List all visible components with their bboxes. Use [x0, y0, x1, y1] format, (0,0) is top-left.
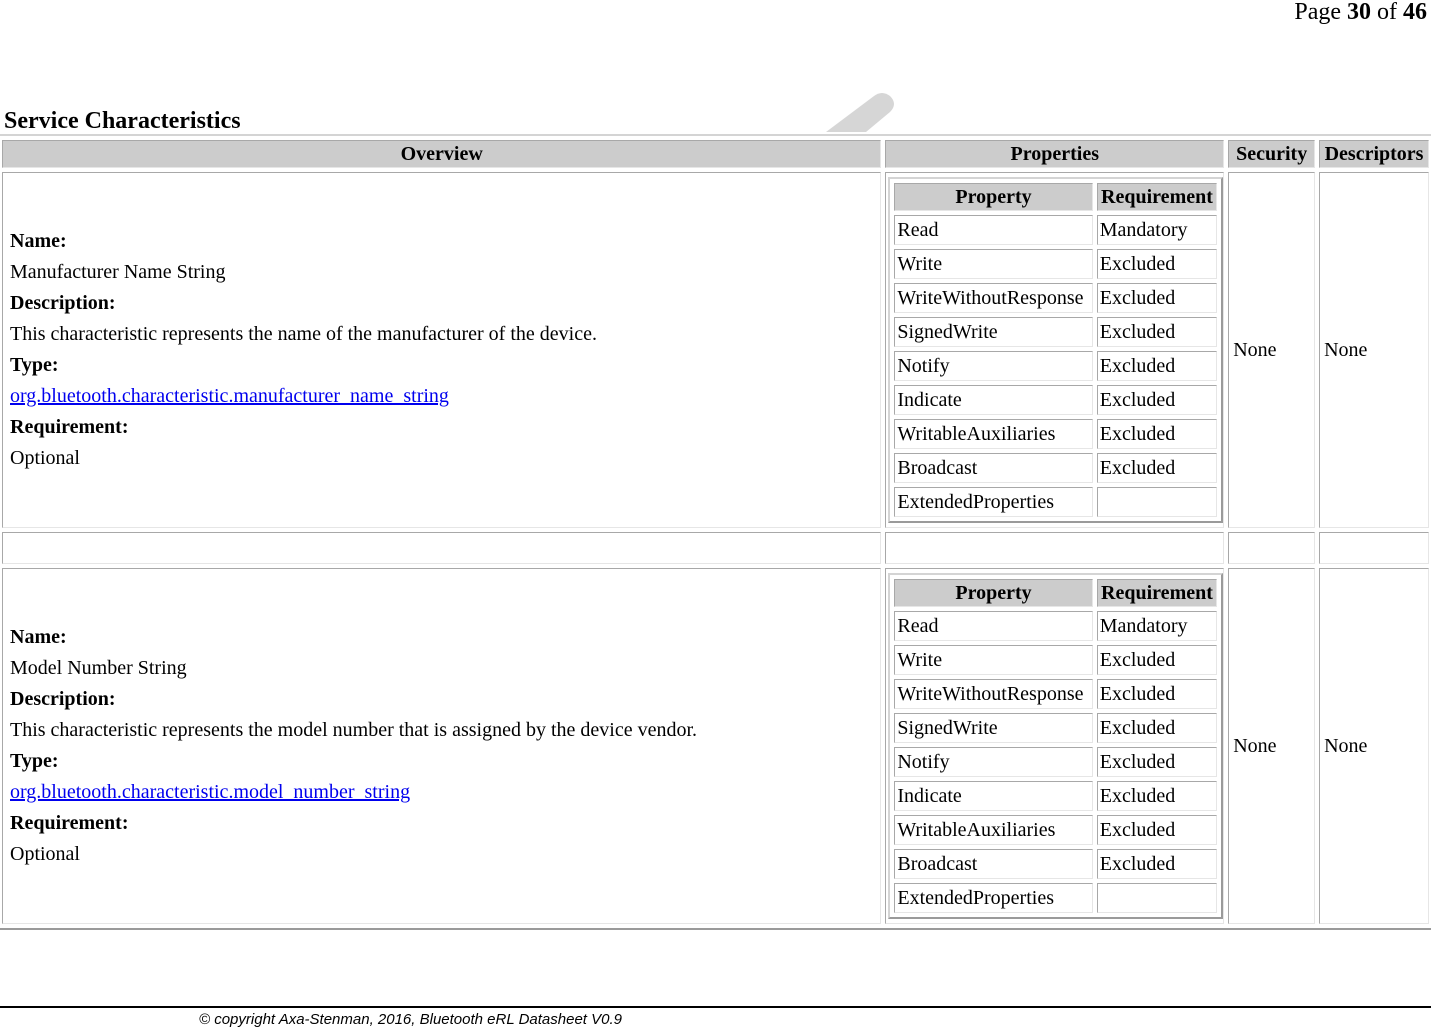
property-requirement: Excluded: [1097, 351, 1217, 381]
property-row: [894, 419, 1217, 449]
property-name: Notify: [894, 351, 1092, 381]
type-label: Type:: [10, 750, 59, 772]
property-name: SignedWrite: [894, 713, 1092, 743]
property-requirement: Excluded: [1097, 317, 1217, 347]
property-requirement: Excluded: [1097, 453, 1217, 483]
property-row: [894, 747, 1217, 777]
properties-table: [888, 177, 1223, 523]
property-requirement: [1097, 487, 1217, 517]
description-value: This characteristic represents the model number that is assigned by the device vendor.: [10, 719, 698, 741]
property-row: [894, 453, 1217, 483]
property-row: [894, 849, 1217, 879]
property-name: Broadcast: [894, 849, 1092, 879]
page-prefix: Page: [1294, 0, 1341, 25]
description-value: This characteristic represents the name of the manufacturer of the device.: [10, 323, 597, 345]
prop-header-requirement: Requirement: [1097, 183, 1217, 211]
security-value: None: [1228, 172, 1315, 528]
property-row: [894, 215, 1217, 245]
property-name: WritableAuxiliaries: [894, 419, 1092, 449]
properties-table: [888, 573, 1223, 919]
properties-cell: [885, 172, 1224, 528]
property-row: [894, 385, 1217, 415]
property-requirement: Excluded: [1097, 385, 1217, 415]
prop-header-requirement: Requirement: [1097, 579, 1217, 607]
prop-header-property: Property: [894, 579, 1092, 607]
property-name: WritableAuxiliaries: [894, 815, 1092, 845]
empty-cell: [885, 532, 1224, 564]
watermark-shape: [826, 92, 896, 132]
property-row: [894, 317, 1217, 347]
property-requirement: Excluded: [1097, 283, 1217, 313]
empty-cell: [1228, 532, 1315, 564]
property-requirement: Mandatory: [1097, 611, 1217, 641]
header-security: Security: [1228, 140, 1315, 168]
name-label: Name:: [10, 230, 67, 252]
type-link[interactable]: org.bluetooth.characteristic.model_number_string: [10, 781, 411, 803]
properties-cell: [885, 568, 1224, 924]
footer-divider: [0, 1006, 1431, 1008]
property-requirement: Excluded: [1097, 849, 1217, 879]
overview-cell: [2, 172, 881, 528]
property-row: [894, 487, 1217, 517]
property-row: [894, 351, 1217, 381]
description-label: Description:: [10, 292, 116, 314]
name-value: Manufacturer Name String: [10, 261, 226, 283]
property-name: Indicate: [894, 781, 1092, 811]
property-row: [894, 249, 1217, 279]
requirement-label: Requirement:: [10, 416, 129, 438]
property-name: Write: [894, 249, 1092, 279]
type-link[interactable]: org.bluetooth.characteristic.manufacturer_name_string: [10, 385, 449, 407]
property-row: [894, 645, 1217, 675]
property-name: Write: [894, 645, 1092, 675]
property-name: Notify: [894, 747, 1092, 777]
property-requirement: Mandatory: [1097, 215, 1217, 245]
name-value: Model Number String: [10, 657, 187, 679]
type-label: Type:: [10, 354, 59, 376]
header-properties: Properties: [885, 140, 1224, 168]
page-of: of: [1377, 0, 1397, 25]
overview-cell: [2, 568, 881, 924]
property-row: [894, 611, 1217, 641]
requirement-value: Optional: [10, 447, 80, 469]
property-requirement: Excluded: [1097, 645, 1217, 675]
empty-cell: [1319, 532, 1429, 564]
property-requirement: Excluded: [1097, 679, 1217, 709]
property-name: Read: [894, 215, 1092, 245]
spacer-row: [2, 532, 1429, 564]
property-row: [894, 283, 1217, 313]
characteristic-row: [2, 568, 1429, 924]
header-overview: Overview: [2, 140, 881, 168]
characteristic-row: [2, 172, 1429, 528]
requirement-label: Requirement:: [10, 812, 129, 834]
property-name: Read: [894, 611, 1092, 641]
security-value: None: [1228, 568, 1315, 924]
property-row: [894, 713, 1217, 743]
property-row: [894, 679, 1217, 709]
property-row: [894, 815, 1217, 845]
page-number: [1294, 0, 1427, 26]
descriptors-value: None: [1319, 172, 1429, 528]
property-name: SignedWrite: [894, 317, 1092, 347]
property-requirement: Excluded: [1097, 419, 1217, 449]
requirement-value: Optional: [10, 843, 80, 865]
property-requirement: Excluded: [1097, 713, 1217, 743]
property-requirement: Excluded: [1097, 781, 1217, 811]
empty-cell: [2, 532, 881, 564]
description-label: Description:: [10, 688, 116, 710]
page-current: 30: [1347, 0, 1371, 25]
property-row: [894, 781, 1217, 811]
property-requirement: Excluded: [1097, 747, 1217, 777]
section-title: Service Characteristics: [4, 108, 241, 134]
property-name: Indicate: [894, 385, 1092, 415]
descriptors-value: None: [1319, 568, 1429, 924]
property-name: ExtendedProperties: [894, 883, 1092, 913]
header-descriptors: Descriptors: [1319, 140, 1429, 168]
header-row: [2, 140, 1429, 168]
prop-header-property: Property: [894, 183, 1092, 211]
property-name: WriteWithoutResponse: [894, 679, 1092, 709]
property-requirement: Excluded: [1097, 249, 1217, 279]
name-label: Name:: [10, 626, 67, 648]
property-requirement: [1097, 883, 1217, 913]
property-name: Broadcast: [894, 453, 1092, 483]
characteristics-table: [0, 134, 1431, 930]
property-name: WriteWithoutResponse: [894, 283, 1092, 313]
page-total: 46: [1403, 0, 1427, 25]
property-row: [894, 883, 1217, 913]
footer-copyright: © copyright Axa-Stenman, 2016, Bluetooth eRL Datasheet V0.9: [199, 1011, 622, 1028]
property-name: ExtendedProperties: [894, 487, 1092, 517]
property-requirement: Excluded: [1097, 815, 1217, 845]
